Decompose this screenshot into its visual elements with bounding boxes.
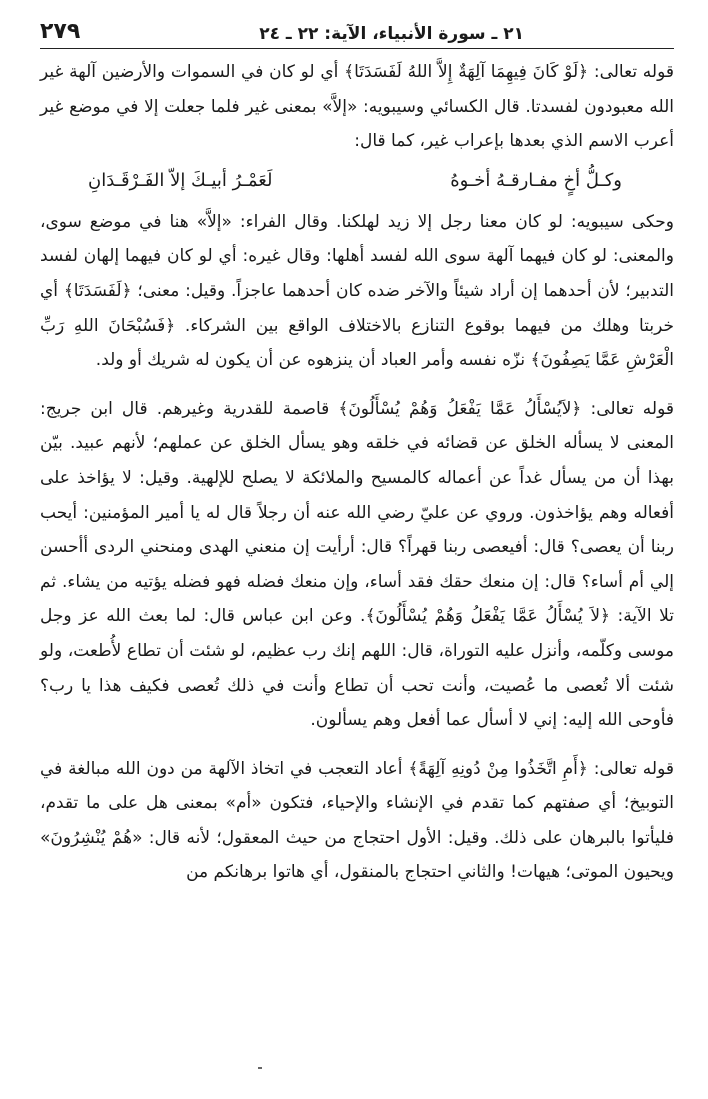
text-line: قوله تعالى: ﴿أَمِ اتَّخَذُوا مِنْ دُونِهِ آلِهَةً﴾ أعاد التعجب في اتخاذ الآلهة من دون الله — [110, 758, 674, 779]
text-line: معنى؛ ﴿لَفَسَدَتَا﴾ أي خربتا وهلك من فيهما بوقوع التنازع بالاختلاف الواقع بين — [40, 280, 674, 336]
text-line: يكون له شريك أو ولد. — [95, 350, 251, 371]
paragraph-4 — [40, 752, 674, 890]
header-rule — [40, 48, 674, 49]
text-line: ما تقدم، فليأتوا بالبرهان على ذلك. وقيل: الأول احتجاج من حيث المعقول؛ لأنه قال: — [40, 793, 674, 848]
text-line: عبيد. بيّن بهذا أن من يسأل غداً عن أعماله كالمسيح والملائكة لا يصلح للإلهية. — [40, 433, 674, 488]
text-line: «هُمْ يُنْشِرُونَ» ويحيون الموتى؛ هيهات! والثاني احتجاج بالمنقول، أي هاتوا برهانكم من — [40, 827, 674, 883]
text-line: اللهم إنك رب عظيم، لو شئت أن تطاع لأُطعت، ولو شئت ألا تُعصى ما عُصيت، وأنت — [40, 640, 675, 696]
text-line: والأرضين آلهة غير الله معبودون لفسدتا. قال الكسائي وسيبويه: «إلاَّ» بمعنى غير فلما — [40, 62, 674, 117]
running-title: ٢١ ـ سورة الأنبياء، الآية: ٢٢ ـ ٢٤ — [259, 24, 524, 44]
paragraph-3 — [40, 392, 674, 738]
page-number: ٢٧٩ — [40, 19, 81, 44]
text-line: سوى، والمعنى: لو كان فيهما آلهة سوى الله لفسد أهلها: وقال غيره: أي لو كان فيهما — [40, 211, 674, 267]
text-line: الشركاء. ﴿فَسُبْحَانَ اللهِ رَبِّ الْعَرْشِ عَمَّا يَصِفُونَ﴾ نزّه نفسه وأمر العباد أن ينزهوه عن أن — [40, 315, 674, 371]
page-body — [40, 55, 674, 890]
text-line: أفعل وهم يسألون. — [310, 710, 441, 731]
paragraph-gap — [40, 738, 674, 752]
text-line: وعن ابن عباس قال: لما بعث الله عز وجل موسى وكلّمه، وأنزل عليه التوراة، قال: — [40, 606, 674, 661]
text-line: منعني الهدى ومنحني الردى أأحسن إلي أم أساء؟ قال: إن منعك حقك فقد أساء، وإن — [40, 537, 674, 592]
text-line: إلهان لفسد التدبير؛ لأن أحدهما إن أراد شيئاً والآخر ضده كان أحدهما عاجزاً. وقيل: — [40, 246, 674, 301]
paragraph-2 — [40, 205, 674, 378]
text-line: قوله تعالى: ﴿لاَيُسْأَلُ عَمَّا يَفْعَلُ وَهُمْ يُسْأَلُونَ﴾ قاصمة للقدرية وغيرهم. قال ابن — [81, 398, 674, 419]
text-line: جريج: المعنى لا يسأله الخلق عن قضائه في خلقه وهو يسأل الخلق عن عملهم؛ لأنهم — [40, 398, 675, 454]
paragraph-1 — [40, 55, 674, 159]
text-line: مبالغة في التوبيخ؛ أي صفتهم كما تقدم في الإنشاء والإحياء، فتكون «أم» بمعنى هل على — [40, 758, 674, 814]
paragraph-gap — [40, 378, 674, 392]
text-line: تحب أن تطاع وأنت في ذلك تُعصى فكيف هذا يا رب؟ فأوحى الله إليه: إني لا أسأل عما — [40, 675, 674, 731]
footer-mark — [258, 1067, 262, 1069]
text-line: منعك فضله فهو فضله يؤتيه من يشاء. ثم تلا الآية: ﴿لاَ يُسْأَلُ عَمَّا يَفْعَلُ وَهُمْ يُسْأَلُونَ﴾. — [40, 571, 674, 627]
text-line: وحكى سيبويه: لو كان معنا رجل إلا زيد لهلكنا. وقال الفراء: «إلاَّ» هنا في موضع — [81, 211, 674, 232]
text-line: له يا أمير المؤمنين: أيحب ربنا أن يعصى؟ قال: أفيعصى ربنا قهراً؟ قال: أرأيت إن — [40, 502, 674, 558]
text-line: وقيل: لا يؤاخذ على أفعاله وهم يؤاخذون. وروي عن عليّ رضي الله عنه أن رجلاً قال — [40, 467, 674, 523]
poetry-verse — [40, 159, 674, 205]
text-line: قوله تعالى: ﴿لَوْ كَانَ فِيهِمَا آلِهَةٌ إِلاَّ اللهُ لَفَسَدَتَا﴾ أي لو كان في السموات — [165, 62, 675, 82]
text-line: جعلت إلا في موضع غير أعرب الاسم الذي بعدها بإعراب غير، كما قال: — [40, 96, 674, 152]
verse-hemistich-right: وكـلُّ أخٍ مفـارقـهُ أخـوهُ — [450, 169, 622, 191]
verse-hemistich-left: لَعَمْـرُ أبيـكَ إلاّ الفَـرْقَـدَانِ — [88, 169, 273, 191]
page-header — [40, 14, 674, 44]
